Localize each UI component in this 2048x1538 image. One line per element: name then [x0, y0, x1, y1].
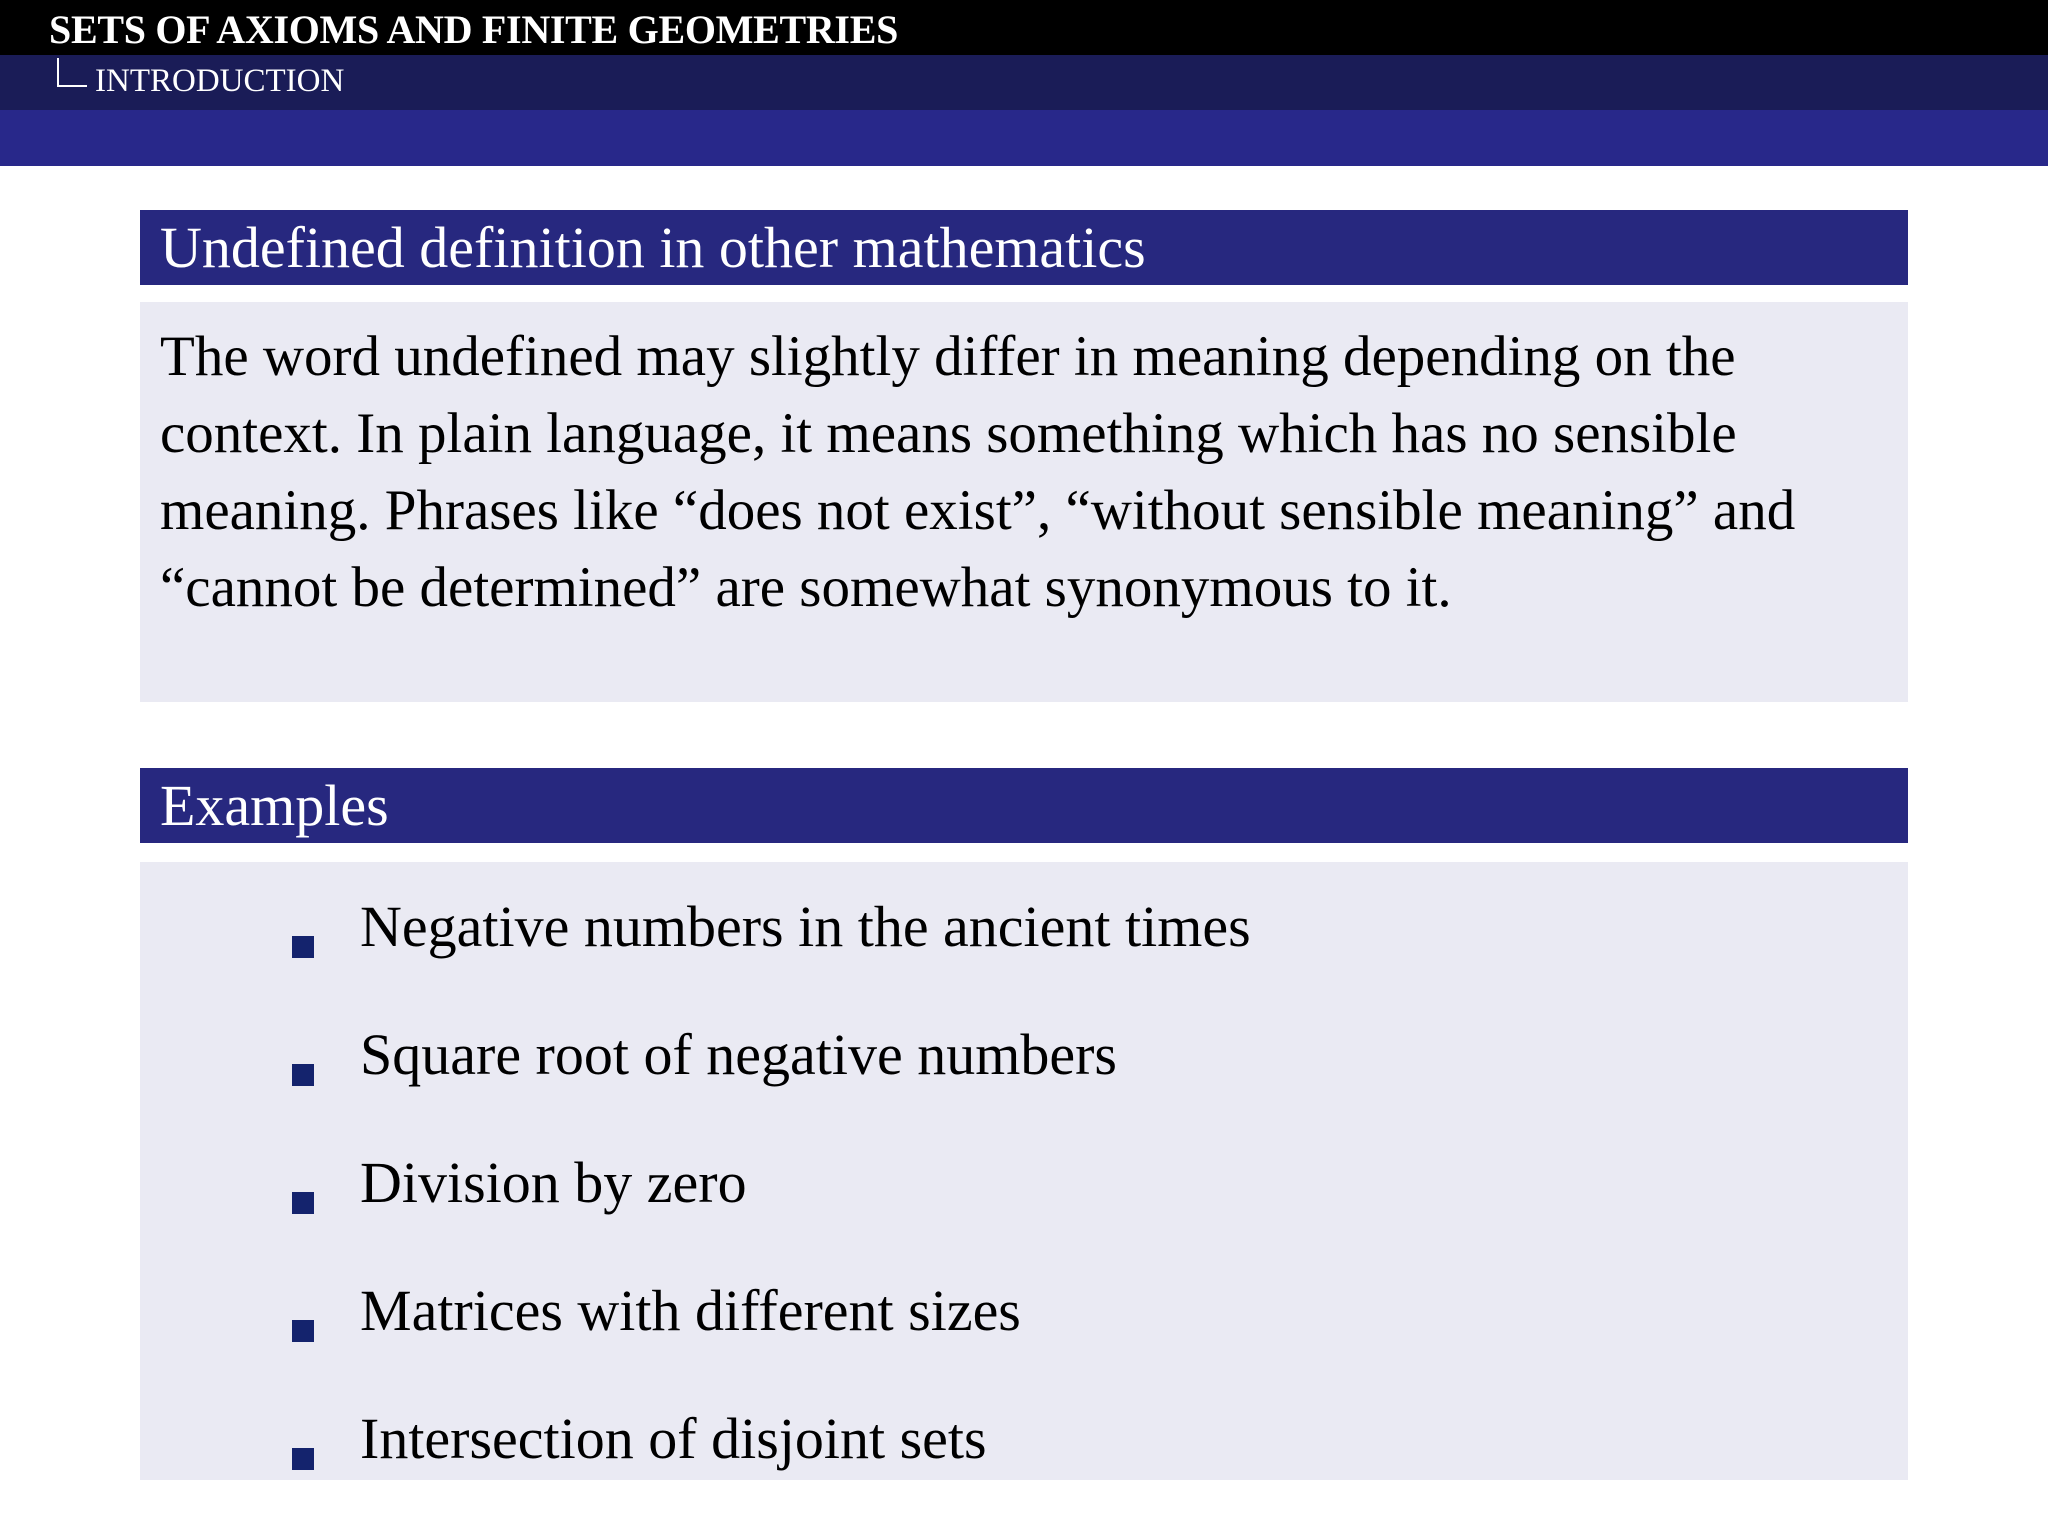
list-item-text: Square root of negative numbers	[360, 1022, 1118, 1087]
examples-block-title: Examples	[140, 768, 1908, 843]
definition-block-body	[140, 302, 1908, 702]
subsection-corner-icon	[57, 58, 87, 87]
examples-block-body	[140, 862, 1908, 1480]
definition-text: The word undefined may slightly differ in meaning depending on the context. In plain language, it means something which has no sensible meaning. Phrases like “does not exist”, “without sensible meaning” and “cannot be determined” are somewhat synonymous to it.	[160, 325, 1796, 619]
header-band	[0, 110, 2048, 166]
presentation-title: SETS OF AXIOMS AND FINITE GEOMETRIES	[49, 7, 899, 52]
section-subtitle: INTRODUCTION	[95, 63, 345, 99]
list-item-text: Matrices with different sizes	[360, 1278, 1021, 1343]
square-bullet-icon	[292, 936, 314, 958]
definition-block-title: Undefined definition in other mathematics	[140, 210, 1908, 285]
list-item-text: Division by zero	[360, 1150, 747, 1215]
list-item-text: Negative numbers in the ancient times	[360, 894, 1251, 959]
square-bullet-icon	[292, 1320, 314, 1342]
square-bullet-icon	[292, 1192, 314, 1214]
square-bullet-icon	[292, 1448, 314, 1470]
list-item-text: Intersection of disjoint sets	[360, 1406, 987, 1471]
header-title-bar	[0, 0, 2048, 55]
square-bullet-icon	[292, 1064, 314, 1086]
